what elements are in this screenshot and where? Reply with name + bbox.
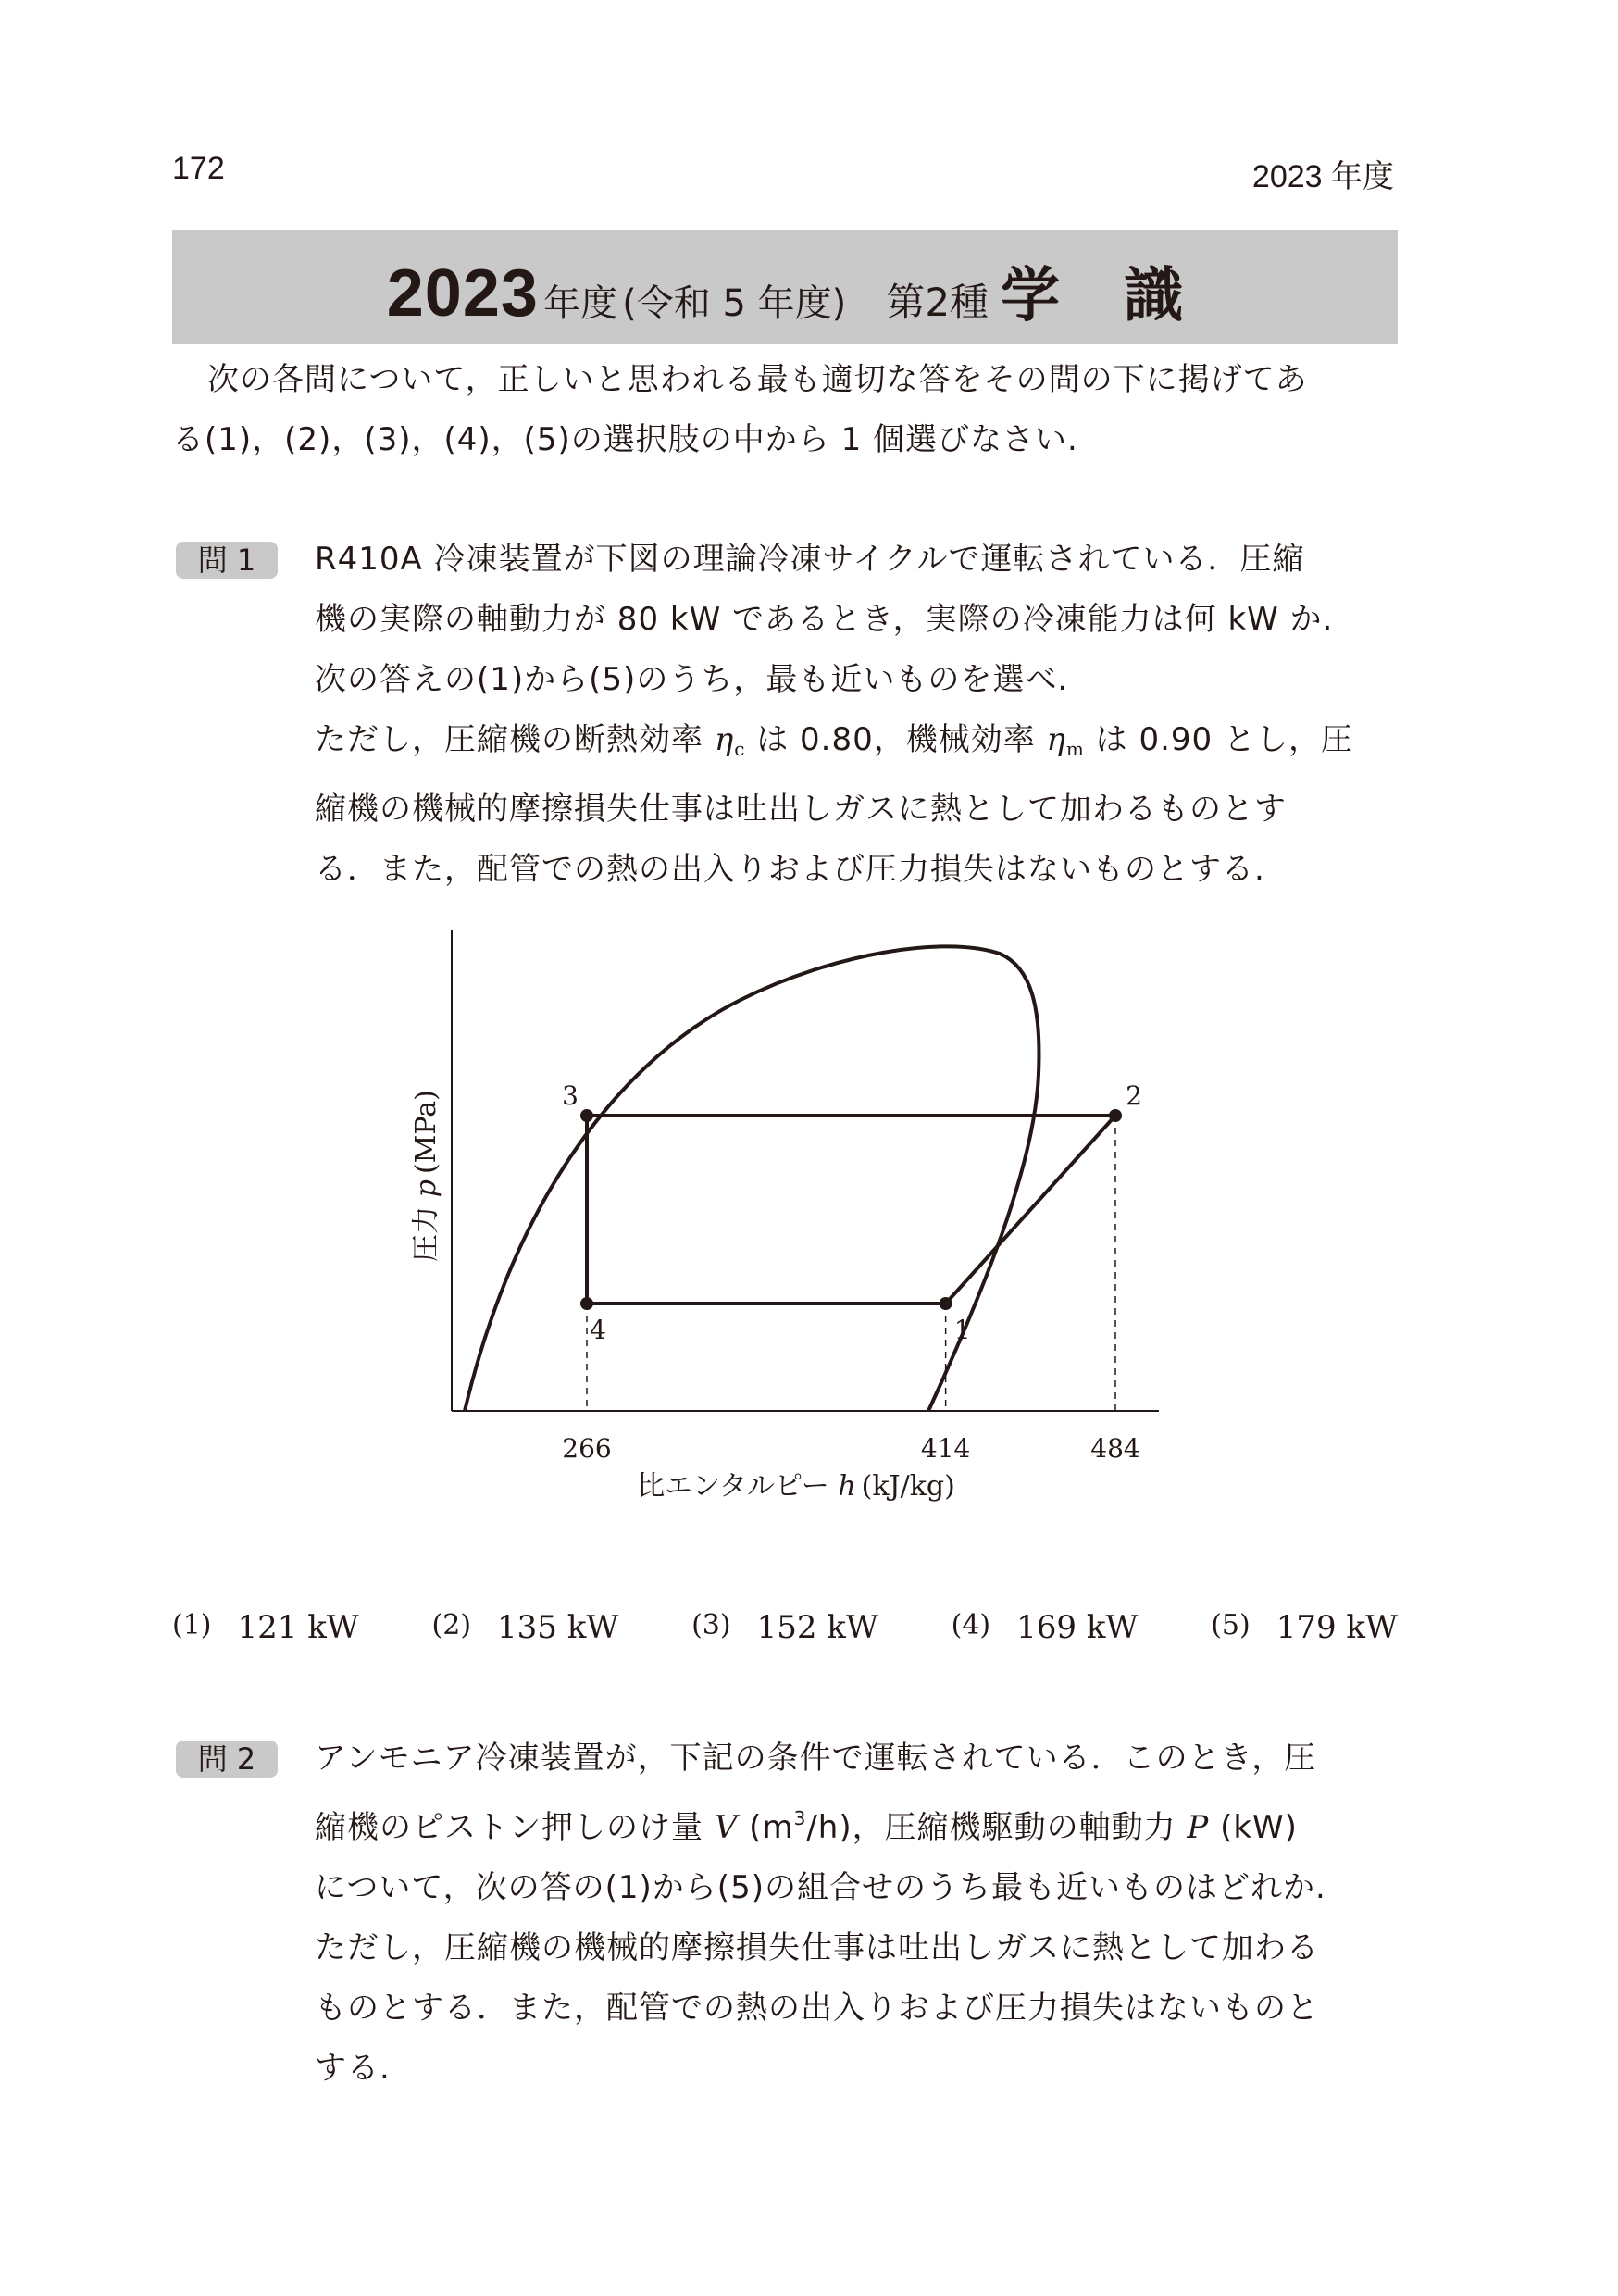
instructions-line-1: 次の各問について，正しいと思われる最も適切な答をその問の下に掲げてあ (207, 361, 1308, 398)
y-axis-label-unit: (MPa) (410, 1090, 442, 1175)
cycle-point-1 (940, 1297, 952, 1310)
cycle-point-label: 2 (1126, 1080, 1142, 1111)
x-tick-label: 414 (920, 1433, 971, 1464)
title-grade: 第2種 (886, 280, 989, 325)
text-span: 縮機のピストン押しのけ量 (315, 1809, 715, 1846)
option-number: (3) (691, 1609, 731, 1641)
title-year: 2023 (386, 256, 539, 331)
question-2-line: ただし，圧縮機の機械的摩擦損失仕事は吐出しガスに熱として加わる (315, 1929, 1319, 1966)
running-head: 2023 年度 (1251, 159, 1394, 194)
question-2-text (315, 1728, 1402, 2099)
y-axis-label (410, 1090, 442, 1262)
title-year-suffix: 年度 (543, 282, 618, 325)
text-span: (m (738, 1809, 794, 1846)
text-span: /h)，圧縮機駆動の軸動力 (806, 1809, 1188, 1846)
title-era: (令和 5 年度) (622, 282, 847, 325)
question-1-options (172, 1609, 1398, 1646)
question-2-line: アンモニア冷凍装置が，下記の条件で運転されている．このとき，圧 (315, 1740, 1317, 1777)
question-1-badge: 問 1 (176, 542, 278, 579)
cycle-point-3 (580, 1109, 593, 1122)
y-axis-label-var: p (410, 1179, 442, 1198)
var-p: P (1187, 1809, 1210, 1846)
eta-symbol: η (714, 721, 735, 758)
option-value: 135 kW (497, 1609, 619, 1646)
option-number: (1) (172, 1609, 212, 1641)
question-1-line: 縮機の機械的摩擦損失仕事は吐出しガスに熱として加わるものとす (315, 791, 1287, 828)
answer-option[interactable] (172, 1609, 359, 1646)
superscript-3: 3 (793, 1807, 807, 1829)
cycle-point-label: 4 (590, 1315, 606, 1345)
eta-symbol: η (1046, 721, 1066, 758)
answer-option[interactable] (432, 1609, 619, 1646)
question-1-line: る．また，配管での熱の出入りおよび圧力損失はないものとする. (315, 851, 1265, 888)
cycle-path (587, 1116, 1115, 1304)
option-value: 152 kW (756, 1609, 878, 1646)
eta-c-subscript: c (734, 738, 746, 760)
answer-option[interactable] (1211, 1609, 1398, 1646)
option-number: (4) (951, 1609, 991, 1641)
x-axis-label-var: h (838, 1470, 856, 1503)
question-1-line: R410A 冷凍装置が下図の理論冷凍サイクルで運転されている．圧縮 (315, 541, 1305, 578)
text-span: は 0.80，機械効率 (745, 721, 1047, 758)
cycle-point-2 (1109, 1109, 1122, 1122)
x-tick-label: 484 (1090, 1433, 1140, 1464)
answer-option[interactable] (691, 1609, 878, 1646)
instructions-line-2: る(1)，(2)，(3)，(4)，(5)の選択肢の中から 1 個選びなさい. (172, 421, 1078, 458)
option-value: 169 kW (1016, 1609, 1139, 1646)
question-2-line (315, 1789, 1402, 1858)
x-axis-label-unit: (kJ/kg) (861, 1470, 955, 1503)
question-1-line: 機の実際の軸動力が 80 kW であるとき，実際の冷凍能力は何 kW か. (315, 601, 1334, 638)
text-span: は 0.90 とし，圧 (1084, 721, 1354, 758)
title-subject-1: 学 (1001, 262, 1061, 331)
question-1-line: 次の答えの(1)から(5)のうち，最も近いものを選べ. (315, 661, 1069, 698)
question-2-badge: 問 2 (176, 1741, 278, 1778)
cycle-point-4 (580, 1297, 593, 1310)
option-value: 121 kW (237, 1609, 359, 1646)
question-2-line: ものとする．また，配管での熱の出入りおよび圧力損失はないものと (315, 1990, 1319, 2027)
saturation-curve (465, 946, 1039, 1411)
option-number: (2) (431, 1609, 472, 1641)
x-tick-label: 266 (562, 1433, 612, 1464)
eta-m-subscript: m (1065, 738, 1085, 760)
option-value: 179 kW (1276, 1609, 1398, 1646)
question-2-line: について，次の答の(1)から(5)の組合せのうち最も近いものはどれか. (315, 1869, 1326, 1906)
var-v: V (714, 1809, 739, 1846)
option-number: (5) (1211, 1609, 1251, 1641)
question-2-line: する. (315, 2050, 391, 2087)
title-subject-2: 識 (1124, 262, 1184, 331)
cycle-point-label: 3 (562, 1080, 579, 1111)
text-span: ただし，圧縮機の断熱効率 (315, 721, 715, 758)
x-axis-label (637, 1470, 955, 1503)
y-axis-label-prefix: 圧力 (410, 1197, 442, 1262)
cycle-point-label: 1 (953, 1315, 971, 1345)
chart-layer (452, 930, 1159, 1464)
x-axis-label-prefix: 比エンタルピー (637, 1470, 839, 1503)
answer-option[interactable] (952, 1609, 1139, 1646)
text-span: (kW) (1209, 1809, 1298, 1846)
page-number: 172 (172, 151, 225, 186)
